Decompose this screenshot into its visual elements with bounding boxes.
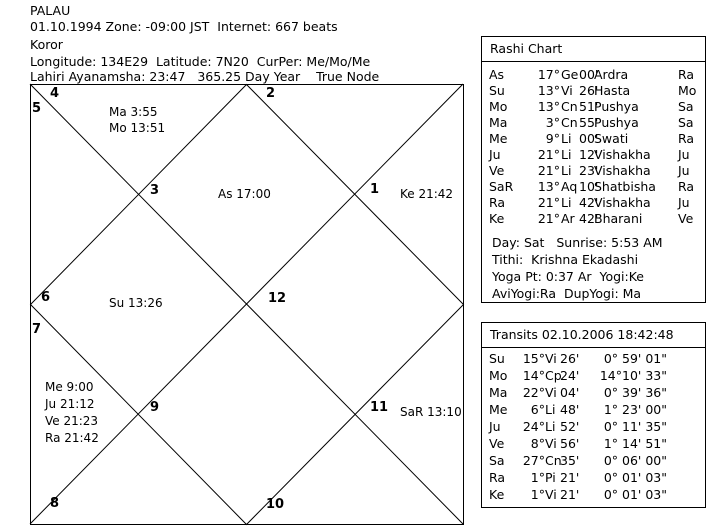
rashi-nakshatra: Pushya bbox=[594, 99, 639, 114]
transit-speed: 1° 14' 51" bbox=[603, 436, 667, 451]
transit-planet: Ke bbox=[489, 487, 505, 502]
transit-sign: Vi bbox=[545, 436, 557, 451]
transit-degree: 14° bbox=[522, 368, 545, 383]
house-number-8: 8 bbox=[50, 496, 60, 511]
house-number-11: 11 bbox=[370, 400, 389, 415]
rashi-nakshatra: Pushya bbox=[594, 115, 639, 130]
rashi-nakshatra: Vishakha bbox=[594, 163, 651, 178]
transit-row bbox=[482, 367, 705, 385]
rashi-sign: Ar bbox=[561, 211, 575, 226]
house-number-6: 6 bbox=[41, 290, 51, 305]
rashi-lord: Sa bbox=[678, 115, 694, 130]
house-number-12: 12 bbox=[268, 291, 287, 306]
rashi-nakshatra: Swati bbox=[594, 131, 629, 146]
transit-degree: 15° bbox=[522, 351, 545, 366]
rashi-panel-title: Rashi Chart bbox=[482, 37, 705, 62]
rashi-minute: 42' bbox=[579, 211, 599, 226]
rashi-degree: 21° bbox=[537, 211, 560, 226]
transit-sign: Li bbox=[545, 402, 556, 417]
house-number-9: 9 bbox=[150, 400, 160, 415]
house-number-3: 3 bbox=[150, 183, 160, 198]
transit-speed: 0° 11' 35" bbox=[603, 419, 667, 434]
transit-sign: Vi bbox=[545, 351, 557, 366]
transit-planet: Ma bbox=[489, 385, 508, 400]
rashi-degree: 21° bbox=[537, 195, 560, 210]
rashi-nakshatra: Ardra bbox=[594, 67, 629, 82]
transit-planet: Mo bbox=[489, 368, 508, 383]
rashi-nakshatra: Bharani bbox=[594, 211, 643, 226]
rashi-planet: Mo bbox=[489, 99, 508, 114]
rashi-minute: 12' bbox=[579, 147, 599, 162]
rashi-minute: 55' bbox=[579, 115, 599, 130]
chart-planet-ma: Ma 3:55 bbox=[109, 105, 158, 119]
rashi-planet: As bbox=[489, 67, 505, 82]
chart-planet-ve: Ve 21:23 bbox=[45, 414, 99, 428]
chart-planet-sar: SaR 13:10 bbox=[400, 405, 462, 419]
transit-planet: Ju bbox=[489, 419, 501, 434]
transit-row bbox=[482, 452, 705, 470]
rashi-lord: Sa bbox=[678, 99, 694, 114]
rashi-minute: 42' bbox=[579, 195, 599, 210]
rashi-minute: 00' bbox=[579, 131, 599, 146]
transit-sign: Vi bbox=[545, 385, 557, 400]
rashi-degree: 3° bbox=[545, 115, 560, 130]
rashi-minute: 23' bbox=[579, 163, 599, 178]
rashi-minute: 10' bbox=[579, 179, 599, 194]
transit-speed: 0° 59' 01" bbox=[603, 351, 667, 366]
transit-minute: 52' bbox=[560, 419, 580, 434]
rashi-sign: Li bbox=[561, 131, 572, 146]
transit-degree: 6° bbox=[530, 402, 545, 417]
rashi-sign: Li bbox=[561, 147, 572, 162]
house-number-7: 7 bbox=[32, 322, 42, 337]
chart-planet-ju: Ju 21:12 bbox=[45, 397, 95, 411]
rashi-minute: 26' bbox=[579, 83, 599, 98]
rashi-sign: Ge bbox=[561, 67, 579, 82]
transit-planet: Ve bbox=[489, 436, 505, 451]
transit-row bbox=[482, 469, 705, 487]
transit-minute: 26' bbox=[560, 351, 580, 366]
rashi-avayogi: AviYogi:Ra DupYogi: Ma bbox=[492, 286, 642, 301]
transit-degree: 1° bbox=[530, 487, 545, 502]
transit-planet: Ra bbox=[489, 470, 506, 485]
transit-speed: 1° 23' 00" bbox=[603, 402, 667, 417]
rashi-planet: SaR bbox=[489, 179, 514, 194]
rashi-lord: Mo bbox=[678, 83, 697, 98]
rashi-panel bbox=[481, 36, 706, 303]
chart-planet-ke: Ke 21:42 bbox=[400, 187, 454, 201]
chart-planet-as: As 17:00 bbox=[218, 187, 271, 201]
rashi-degree: 17° bbox=[537, 67, 560, 82]
rashi-degree: 13° bbox=[537, 99, 560, 114]
transit-degree: 1° bbox=[530, 470, 545, 485]
transit-degree: 27° bbox=[522, 453, 545, 468]
transit-speed: 0° 06' 00" bbox=[603, 453, 667, 468]
transits-panel bbox=[481, 322, 706, 508]
rashi-lord: Ju bbox=[678, 147, 690, 162]
chart-planet-mo: Mo 13:51 bbox=[109, 121, 166, 135]
rashi-nakshatra: Hasta bbox=[594, 83, 631, 98]
transit-planet: Me bbox=[489, 402, 508, 417]
rashi-lord: Ve bbox=[678, 211, 694, 226]
rashi-sign: Aq bbox=[561, 179, 578, 194]
rashi-lord: Ju bbox=[678, 195, 690, 210]
chart-planet-su: Su 13:26 bbox=[109, 296, 163, 310]
transit-minute: 35' bbox=[560, 453, 580, 468]
rashi-day-sunrise: Day: Sat Sunrise: 5:53 AM bbox=[492, 235, 663, 250]
transit-minute: 24' bbox=[560, 368, 580, 383]
transit-minute: 04' bbox=[560, 385, 580, 400]
rashi-planet: Ju bbox=[489, 147, 501, 162]
rashi-lord: Ju bbox=[678, 163, 690, 178]
rashi-degree: 13° bbox=[537, 179, 560, 194]
transit-degree: 24° bbox=[522, 419, 545, 434]
rashi-degree: 9° bbox=[545, 131, 560, 146]
rashi-sign: Li bbox=[561, 163, 572, 178]
rashi-lord: Ra bbox=[678, 67, 695, 82]
rashi-sign: Cn bbox=[561, 115, 578, 130]
rashi-lord: Ra bbox=[678, 131, 695, 146]
header-ayanamsha: Lahiri Ayanamsha: 23:47 365.25 Day Year True Node bbox=[30, 69, 380, 84]
transit-degree: 22° bbox=[522, 385, 545, 400]
transit-row bbox=[482, 435, 705, 453]
house-number-10: 10 bbox=[266, 497, 285, 512]
transit-minute: 21' bbox=[560, 470, 580, 485]
transits-panel-title: Transits 02.10.2006 18:42:48 bbox=[482, 323, 705, 348]
rashi-degree: 13° bbox=[537, 83, 560, 98]
house-number-2: 2 bbox=[266, 86, 276, 101]
rashi-nakshatra: Vishakha bbox=[594, 147, 651, 162]
rashi-planet: Me bbox=[489, 131, 508, 146]
transit-minute: 56' bbox=[560, 436, 580, 451]
transit-speed: 0° 01' 03" bbox=[603, 470, 667, 485]
house-number-1: 1 bbox=[370, 182, 380, 197]
transit-sign: Cp bbox=[545, 368, 562, 383]
transit-speed: 0° 39' 36" bbox=[603, 385, 667, 400]
rashi-planet: Ma bbox=[489, 115, 508, 130]
rashi-planet: Ra bbox=[489, 195, 506, 210]
chart-planet-me: Me 9:00 bbox=[45, 380, 94, 394]
transit-planet: Sa bbox=[489, 453, 505, 468]
header-coordinates: Longitude: 134E29 Latitude: 7N20 CurPer: Me/Mo/Me bbox=[30, 54, 371, 69]
rashi-planet: Ve bbox=[489, 163, 505, 178]
rashi-degree: 21° bbox=[537, 147, 560, 162]
transit-row bbox=[482, 401, 705, 419]
transit-row bbox=[482, 350, 705, 368]
rashi-nakshatra: Shatbisha bbox=[594, 179, 656, 194]
chart-planet-ra: Ra 21:42 bbox=[45, 431, 99, 445]
transit-row bbox=[482, 384, 705, 402]
transit-sign: Li bbox=[545, 419, 556, 434]
transit-row bbox=[482, 486, 705, 504]
rashi-lord: Ra bbox=[678, 179, 695, 194]
rashi-sign: Vi bbox=[561, 83, 573, 98]
transit-sign: Vi bbox=[545, 487, 557, 502]
rashi-yoga: Yoga Pt: 0:37 Ar Yogi:Ke bbox=[492, 269, 645, 284]
transit-sign: Cn bbox=[545, 453, 562, 468]
house-number-5: 5 bbox=[32, 101, 42, 116]
rashi-minute: 00' bbox=[579, 67, 599, 82]
transit-row bbox=[482, 418, 705, 436]
rashi-planet: Ke bbox=[489, 211, 505, 226]
transit-speed: 14°10' 33" bbox=[599, 368, 667, 383]
transit-planet: Su bbox=[489, 351, 505, 366]
rashi-row bbox=[482, 210, 705, 228]
header-datetime: 01.10.1994 Zone: -09:00 JST Internet: 667 beats bbox=[30, 19, 338, 34]
header-city: Koror bbox=[30, 37, 63, 52]
transit-sign: Pi bbox=[545, 470, 556, 485]
rashi-sign: Cn bbox=[561, 99, 578, 114]
header-place: PALAU bbox=[30, 3, 71, 18]
rashi-planet: Su bbox=[489, 83, 505, 98]
rashi-nakshatra: Vishakha bbox=[594, 195, 651, 210]
rashi-minute: 51' bbox=[579, 99, 599, 114]
transit-degree: 8° bbox=[530, 436, 545, 451]
rashi-sign: Li bbox=[561, 195, 572, 210]
transit-minute: 21' bbox=[560, 487, 580, 502]
rashi-tithi: Tithi: Krishna Ekadashi bbox=[492, 252, 639, 267]
house-number-4: 4 bbox=[50, 86, 60, 101]
transit-speed: 0° 01' 03" bbox=[603, 487, 667, 502]
transit-minute: 48' bbox=[560, 402, 580, 417]
rashi-degree: 21° bbox=[537, 163, 560, 178]
